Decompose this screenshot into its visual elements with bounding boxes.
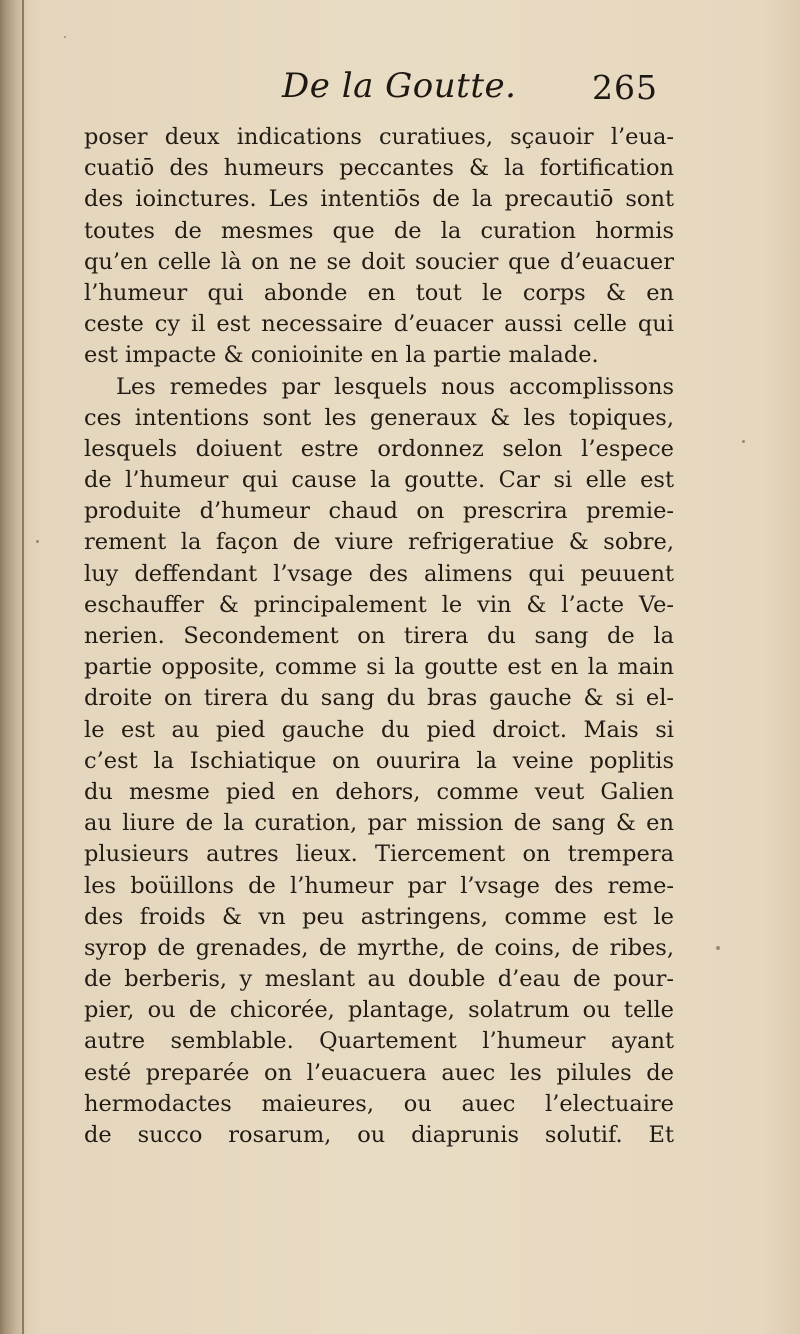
text-line: ceste cy il est necessaire d’euacer aussi celle qui bbox=[84, 311, 674, 338]
text-line: plusieurs autres lieux. Tiercement on trempera bbox=[84, 841, 674, 868]
text-line: droite on tirera du sang du bras gauche & si el- bbox=[84, 685, 674, 712]
text-line: produite d’humeur chaud on prescrira premie- bbox=[84, 498, 674, 525]
text-line: cuatiō des humeurs peccantes & la fortification bbox=[84, 155, 674, 182]
text-line: nerien. Secondement on tirera du sang de la bbox=[84, 623, 674, 649]
body-text bbox=[84, 122, 674, 1151]
text-line: esté preparée on l’euacuera auec les pilules de bbox=[84, 1059, 674, 1086]
running-head-title: De la Goutte. bbox=[282, 66, 517, 106]
text-line: hermodactes maieures, ou auec l’electuaire bbox=[84, 1090, 674, 1117]
text-line: c’est la Ischiatique on ouurira la veine poplitis bbox=[84, 747, 674, 774]
text-line: l’humeur qui abonde en tout le corps & en bbox=[84, 279, 674, 306]
text-line: lesquels doiuent estre ordonnez selon l’espece bbox=[84, 435, 674, 462]
text-line: autre semblable. Quartement l’humeur ayant bbox=[84, 1028, 674, 1055]
text-line: les boüillons de l’humeur par l’vsage des reme- bbox=[84, 872, 674, 899]
paper-speck bbox=[716, 946, 720, 950]
paper-speck bbox=[64, 36, 66, 38]
text-line: toutes de mesmes que de la curation hormis bbox=[84, 217, 674, 244]
text-line: du mesme pied en dehors, comme veut Galien bbox=[84, 778, 674, 805]
page-number: 265 bbox=[592, 68, 658, 107]
text-line: syrop de grenades, de myrthe, de coins, de ribes, bbox=[84, 934, 674, 961]
text-line: rement la façon de viure refrigeratiue & sobre, bbox=[84, 529, 674, 556]
text-line: de l’humeur qui cause la goutte. Car si elle est bbox=[84, 467, 674, 494]
text-line: de berberis, y meslant au double d’eau de pour- bbox=[84, 966, 674, 993]
running-head bbox=[0, 66, 800, 116]
paper-speck bbox=[742, 440, 745, 443]
text-line: luy deffendant l’vsage des alimens qui peuuent bbox=[84, 560, 674, 587]
text-line: poser deux indications curatiues, sçauoir l’eua- bbox=[84, 124, 674, 150]
text-line: Les remedes par lesquels nous accomplissons bbox=[116, 373, 674, 400]
text-line: de succo rosarum, ou diaprunis solutif. Et bbox=[84, 1122, 674, 1148]
text-line: eschauffer & principalement le vin & l’acte Ve- bbox=[84, 591, 674, 618]
text-line: ces intentions sont les generaux & les topiques, bbox=[84, 404, 674, 431]
text-line: pier, ou de chicorée, plantage, solatrum ou telle bbox=[84, 997, 674, 1024]
text-line: des ioinctures. Les intentiōs de la precautiō sont bbox=[84, 186, 674, 213]
text-line: des froids & vn peu astringens, comme est le bbox=[84, 903, 674, 930]
paper-speck bbox=[36, 540, 39, 543]
text-line: est impacte & conioinite en la partie malade. bbox=[84, 342, 599, 369]
text-line: partie opposite, comme si la goutte est en la main bbox=[84, 654, 674, 681]
text-line: le est au pied gauche du pied droict. Mais si bbox=[84, 716, 674, 743]
text-line: au liure de la curation, par mission de sang & en bbox=[84, 810, 674, 837]
text-line: qu’en celle là on ne se doit soucier que d’euacuer bbox=[84, 248, 674, 275]
page-edge bbox=[22, 0, 24, 1334]
